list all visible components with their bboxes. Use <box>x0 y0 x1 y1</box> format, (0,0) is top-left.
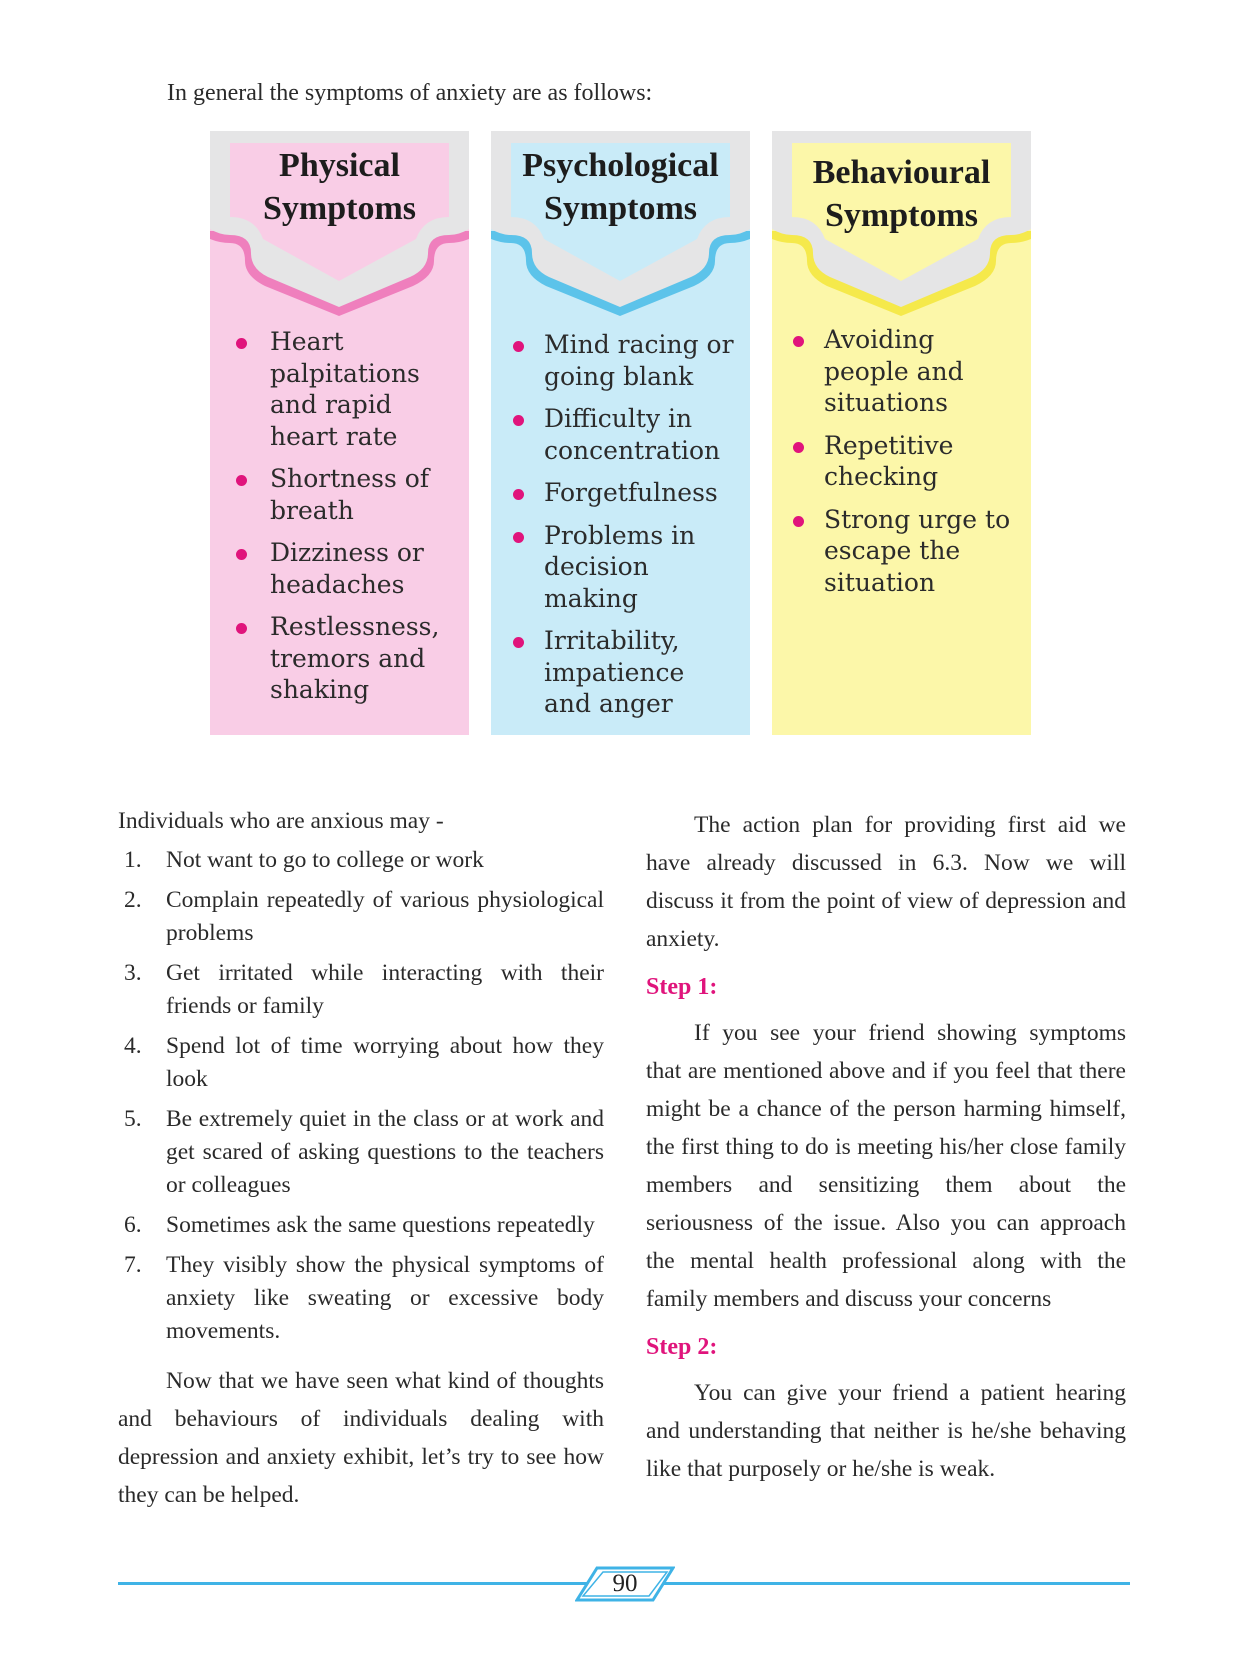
list-item: Problems in decision making <box>491 520 736 615</box>
closing-paragraph: Now that we have seen what kind of thoughts and behaviours of individuals dealing with depression and anxiety exhibit, let’s try to see how they can be helped. <box>118 1368 604 1508</box>
behavioural-symptoms-card <box>772 131 1031 735</box>
list-item: Strong urge to escape the situation <box>772 504 1017 599</box>
behavioural-symptom-list <box>772 324 1017 609</box>
list-item: Irritability, impatience and anger <box>491 625 736 720</box>
physical-card-title: Physical Symptoms <box>262 147 417 227</box>
list-item: 7. They visibly show the physical symptoms of anxiety like sweating or excessive body movements. <box>124 1252 604 1344</box>
list-item: Shortness of breath <box>210 463 455 526</box>
action-plan-intro: The action plan for providing first aid we have already discussed in 6.3. Now we will discuss it from the point of view of depression and anxiety. <box>646 812 1126 952</box>
psychological-card-title: Psychological Symptoms <box>522 147 719 227</box>
list-item: 4. Spend lot of time worrying about how they look <box>124 1033 604 1092</box>
step-2-heading: Step 2: <box>646 1334 718 1360</box>
list-item: Heart palpitations and rapid heart rate <box>210 326 455 452</box>
list-item: Restlessness, tremors and shaking <box>210 611 455 706</box>
list-item: 2. Complain repeatedly of various physiological problems <box>124 887 604 946</box>
list-item: Forgetfulness <box>491 477 736 509</box>
physical-symptoms-card <box>210 131 469 735</box>
list-item: 1. Not want to go to college or work <box>124 847 484 873</box>
right-column <box>646 806 1126 1488</box>
page-number: 90 <box>612 1570 638 1597</box>
list-item: Avoiding people and situations <box>772 324 1017 419</box>
intro-text: In general the symptoms of anxiety are as follows: <box>167 80 653 106</box>
list-item: Repetitive checking <box>772 430 1017 493</box>
physical-symptom-list <box>210 326 455 717</box>
list-item: 5. Be extremely quiet in the class or at work and get scared of asking questions to the teachers or colleagues <box>124 1106 604 1198</box>
left-column <box>118 804 604 1514</box>
behavioural-card-title: Behavioural Symptoms <box>812 154 991 234</box>
list-item: 6. Sometimes ask the same questions repeatedly <box>124 1212 595 1238</box>
anxious-behaviours-list <box>118 844 604 1348</box>
psychological-symptoms-card <box>491 131 750 735</box>
list-item: Difficulty in concentration <box>491 403 736 466</box>
page-number-badge <box>575 1566 675 1602</box>
list-item: 3. Get irritated while interacting with their friends or family <box>124 960 604 1019</box>
step-1-heading: Step 1: <box>646 974 718 1000</box>
psychological-symptom-list <box>491 329 736 731</box>
list-item: Mind racing or going blank <box>491 329 736 392</box>
step-1-text: If you see your friend showing symptoms that are mentioned above and if you feel that there might be a chance of the person harming himself, the first thing to do is meeting his/her close family members and sensitizing them about the seriousness of the issue. Also you can approach the mental health professional along with the family members and discuss your concerns <box>646 1020 1126 1312</box>
step-2-text: You can give your friend a patient hearing and understanding that neither is he/she behaving like that purposely or he/she is weak. <box>646 1380 1126 1482</box>
left-lead: Individuals who are anxious may - <box>118 808 444 834</box>
list-item: Dizziness or headaches <box>210 537 455 600</box>
